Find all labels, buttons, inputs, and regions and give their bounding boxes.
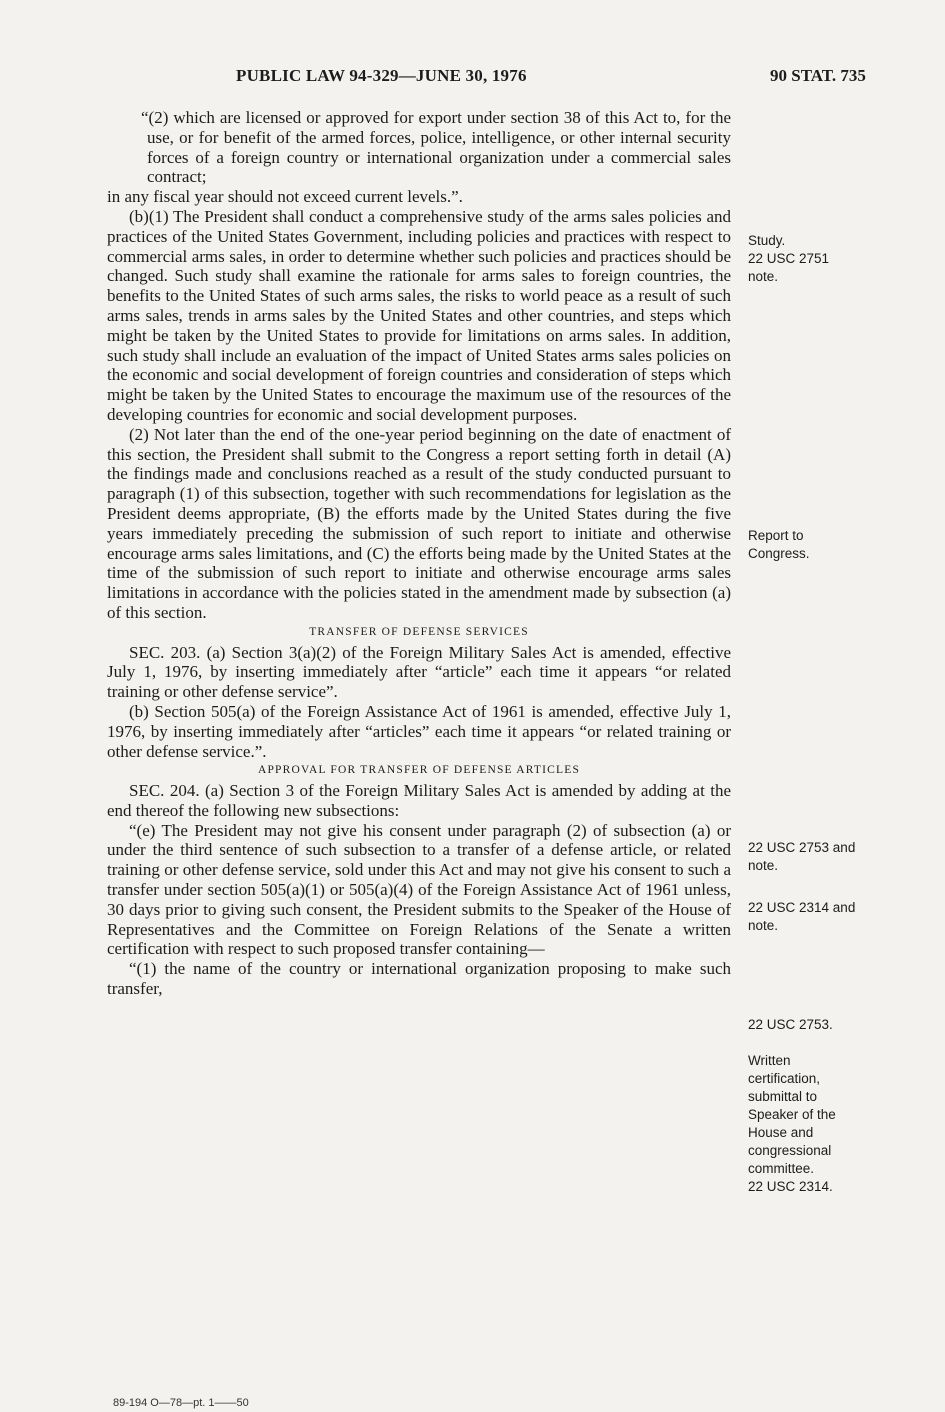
page-header: [0, 66, 945, 90]
margin-note-sec-203a: 22 USC 2753 and note.: [748, 840, 856, 873]
paragraph-sec-203a: SEC. 203. (a) Section 3(a)(2) of the Foreign Military Sales Act is amended, effective July 1, 1976, by inserting immediately after “article” each time it appears “or related training or other defense service”.: [107, 642, 731, 702]
paragraph-study: (b)(1) The President shall conduct a comprehensive study of the arms sales policies and practices of the United States Government, including policies and practices with respect to commercial arms sales, in order to determine whether such policies and practices should be changed. Such study shall examine the rationale for arms sales to foreign countries, the benefits to the United States of such arms sales, the risks to world peace as a result of such arms sales, trends in arms sales by the United States and other countries, and steps which might be taken by the United States to provide for limitations on arms sales. In addition, such study shall include an evaluation of the impact of United States arms sales policies on the economic and social development of foreign countries and consideration of steps which might be taken by the United States to encourage the maximum use of the resources of the developing countries for economic and social development purposes.: [107, 206, 731, 424]
paragraph-sec-204a: SEC. 204. (a) Section 3 of the Foreign Military Sales Act is amended by adding at the end thereof the following new subsections:: [107, 781, 731, 820]
paragraph-subsection-e: “(e) The President may not give his consent under paragraph (2) of subsection (a) or under the third sentence of such subsection to a transfer of a defense article, or related training or other defense service, sold under this Act and may not give his consent to such a transfer under section 505(a)(1) or 505(a)(4) of the Foreign Assistance Act of 1961 unless, 30 days prior to giving such consent, the President submits to the Speaker of the House of Representatives and the Committee on Foreign Relations of the Senate a written certification with respect to such proposed transfer containing—: [107, 820, 731, 959]
margin-note-written-certification: Written certification, submittal to Speaker of the House and congressional committee. 22 USC 2314.: [748, 1053, 836, 1194]
paragraph-clause-2: “(2) which are licensed or approved for export under section 38 of this Act to, for the use, or for benefit of the armed forces, police, intelligence, or other internal security forces of a foreign country or international organization under a commercial sales contract;: [141, 108, 731, 187]
paragraph-item-1: “(1) the name of the country or international organization proposing to make such transfer,: [107, 959, 731, 999]
margin-note-sec-203b: 22 USC 2314 and note.: [748, 900, 856, 933]
margin-note-sec-204: 22 USC 2753.: [748, 1017, 833, 1032]
margin-note-study: Study. 22 USC 2751 note.: [748, 233, 830, 284]
section-heading-approval: APPROVAL FOR TRANSFER OF DEFENSE ARTICLES: [257, 764, 581, 777]
page-title: PUBLIC LAW 94-329—JUNE 30, 1976: [236, 66, 527, 85]
footer-print-code: 89-194 O—78—pt. 1——50: [113, 1397, 249, 1409]
paragraph-sec-203b: (b) Section 505(a) of the Foreign Assistance Act of 1961 is amended, effective July 1, 1976, by inserting immediately after “articles” each time it appears “or related training or other defense service.”.: [107, 701, 731, 761]
statute-page-number: 90 STAT. 735: [770, 66, 866, 85]
section-heading-transfer: TRANSFER OF DEFENSE SERVICES: [309, 625, 529, 638]
paragraph-fiscal-year: in any fiscal year should not exceed current levels.”.: [107, 187, 463, 207]
body-text: [107, 108, 731, 999]
paragraph-report: (2) Not later than the end of the one-year period beginning on the date of enactment of this section, the President shall submit to the Congress a report setting forth in detail (A) the findings made and conclusions reached as a result of the study conducted pursuant to paragraph (1) of this subsection, together with such recommendations for legislation as the President deems appropriate, (B) the efforts made by the United States during the five years immediately preceding the submission of such report to initiate and otherwise encourage arms sales limitations, and (C) the efforts being made by the United States at the time of the submission of such report to initiate and otherwise encourage arms sales limitations in accordance with the policies stated in the amendment made by subsection (a) of this section.: [107, 424, 731, 622]
margin-note-report: Report to Congress.: [748, 528, 810, 561]
